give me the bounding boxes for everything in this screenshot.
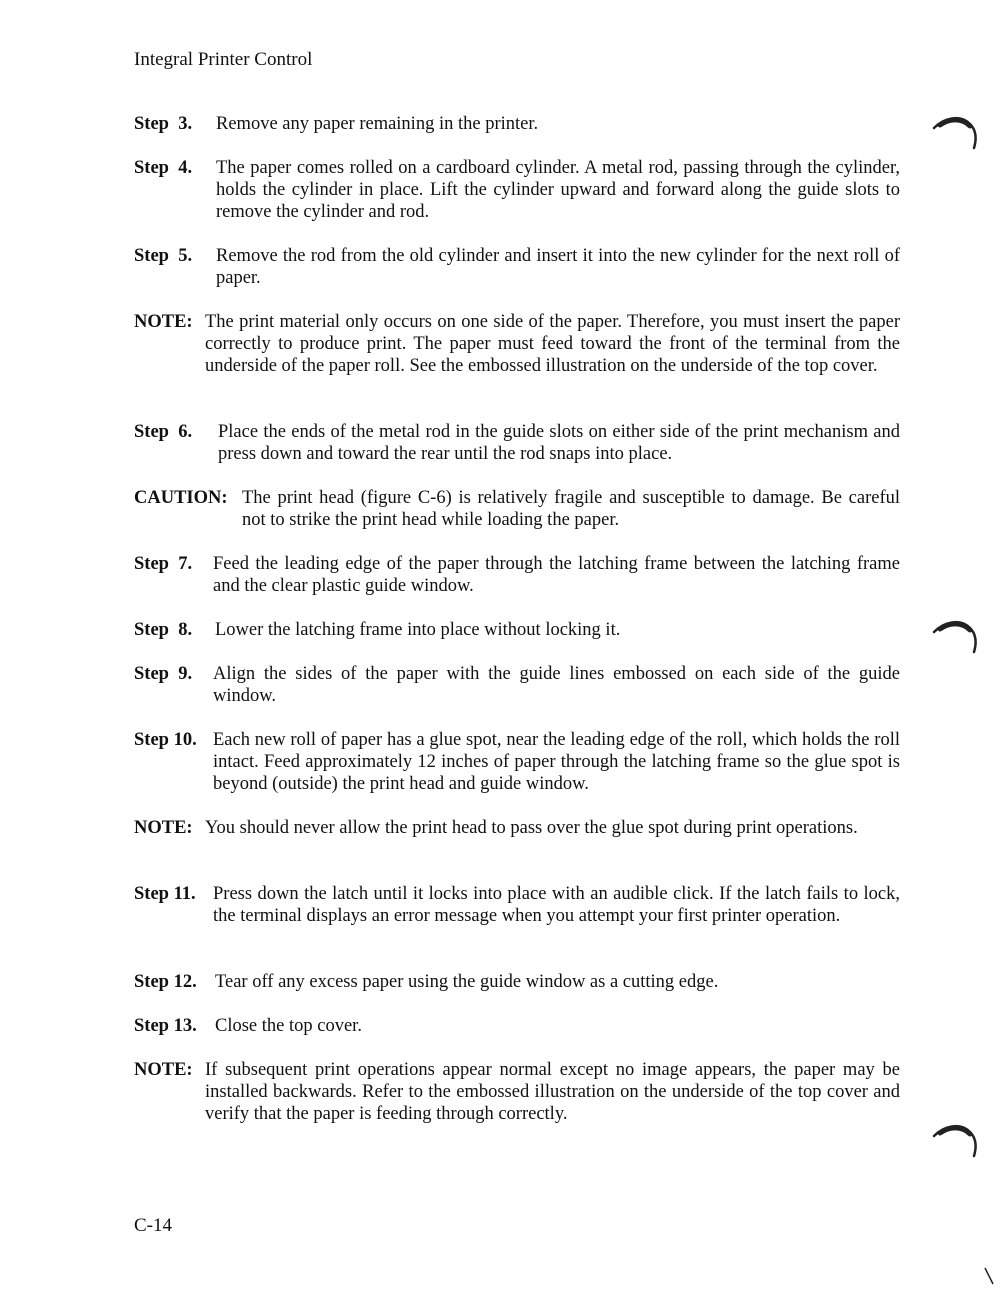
entry-text: Place the ends of the metal rod in the guide slots on either side of the print mechanism and press down and toward the rear until the rod snaps into place. xyxy=(218,422,900,464)
binder-hole-mark-icon xyxy=(930,612,980,660)
entry-text: The paper comes rolled on a cardboard cylinder. A metal rod, passing through the cylinder, holds the cylinder in place. Lift the cylinder upward and forward along the guide slots to remove the cylinder and rod. xyxy=(216,158,900,222)
step-10 xyxy=(134,729,900,795)
entry-label: Step 3. xyxy=(134,114,193,134)
step-13 xyxy=(134,1015,900,1037)
entry-label: CAUTION: xyxy=(134,488,228,508)
entry-label: NOTE: xyxy=(134,818,193,838)
entry-text: If subsequent print operations appear normal except no image appears, the paper may be installed backwards. Refer to the embossed illustration on the underside of the top cover and verify that the paper is feeding through correctly. xyxy=(205,1060,900,1124)
step-11 xyxy=(134,883,900,927)
entry-label: Step 9. xyxy=(134,664,193,684)
entry-text: Lower the latching frame into place without locking it. xyxy=(215,620,621,640)
step-7 xyxy=(134,553,900,597)
entry-label: Step 6. xyxy=(134,422,193,442)
entry-text: Close the top cover. xyxy=(215,1016,362,1036)
entry-text: Press down the latch until it locks into place with an audible click. If the latch fails to lock, the terminal displays an error message when you attempt your first printer operation. xyxy=(213,884,900,926)
page-header-title: Integral Printer Control xyxy=(134,49,313,70)
step-5 xyxy=(134,245,900,289)
entry-text: Each new roll of paper has a glue spot, near the leading edge of the roll, which holds the roll intact. Feed approximately 12 inches of paper through the latching frame so the glue spot is beyond (outside) the print head and guide window. xyxy=(213,730,900,794)
entry-label: NOTE: xyxy=(134,1060,193,1080)
step-4 xyxy=(134,157,900,223)
entry-text: Align the sides of the paper with the guide lines embossed on each side of the guide window. xyxy=(213,664,900,706)
step-12 xyxy=(134,971,900,993)
entry-text: The print head (figure C-6) is relatively fragile and susceptible to damage. Be careful not to strike the print head while loading the paper. xyxy=(242,488,900,530)
entry-text: Feed the leading edge of the paper through the latching frame between the latching frame and the clear plastic guide window. xyxy=(213,554,900,596)
step-9 xyxy=(134,663,900,707)
caution-print-head xyxy=(134,487,900,531)
entry-label: Step 7. xyxy=(134,554,193,574)
entry-label: Step 4. xyxy=(134,158,193,178)
entry-label: Step 5. xyxy=(134,246,193,266)
page-number: C-14 xyxy=(134,1215,172,1236)
entry-label: Step 10. xyxy=(134,730,197,750)
step-6 xyxy=(134,421,900,465)
note-print-material xyxy=(134,311,900,377)
entry-text: The print material only occurs on one side of the paper. Therefore, you must insert the paper correctly to produce print. The paper must feed toward the front of the terminal from the underside of the paper roll. See the embossed illustration on the underside of the top cover. xyxy=(205,312,900,376)
entry-text: Tear off any excess paper using the guide window as a cutting edge. xyxy=(215,972,719,992)
entry-text: Remove any paper remaining in the printer. xyxy=(216,114,539,134)
entry-text: Remove the rod from the old cylinder and insert it into the new cylinder for the next roll of paper. xyxy=(216,246,900,288)
entry-label: Step 8. xyxy=(134,620,193,640)
entry-label: NOTE: xyxy=(134,312,193,332)
corner-stroke-icon xyxy=(982,1266,996,1286)
step-8 xyxy=(134,619,900,641)
entry-label: Step 11. xyxy=(134,884,196,904)
entry-label: Step 13. xyxy=(134,1016,197,1036)
note-backwards-paper xyxy=(134,1059,900,1125)
entry-text: You should never allow the print head to pass over the glue spot during print operations. xyxy=(205,818,858,838)
note-glue-spot xyxy=(134,817,900,839)
binder-hole-mark-icon xyxy=(930,1116,980,1164)
step-3 xyxy=(134,113,900,135)
entry-label: Step 12. xyxy=(134,972,197,992)
binder-hole-mark-icon xyxy=(930,108,980,156)
